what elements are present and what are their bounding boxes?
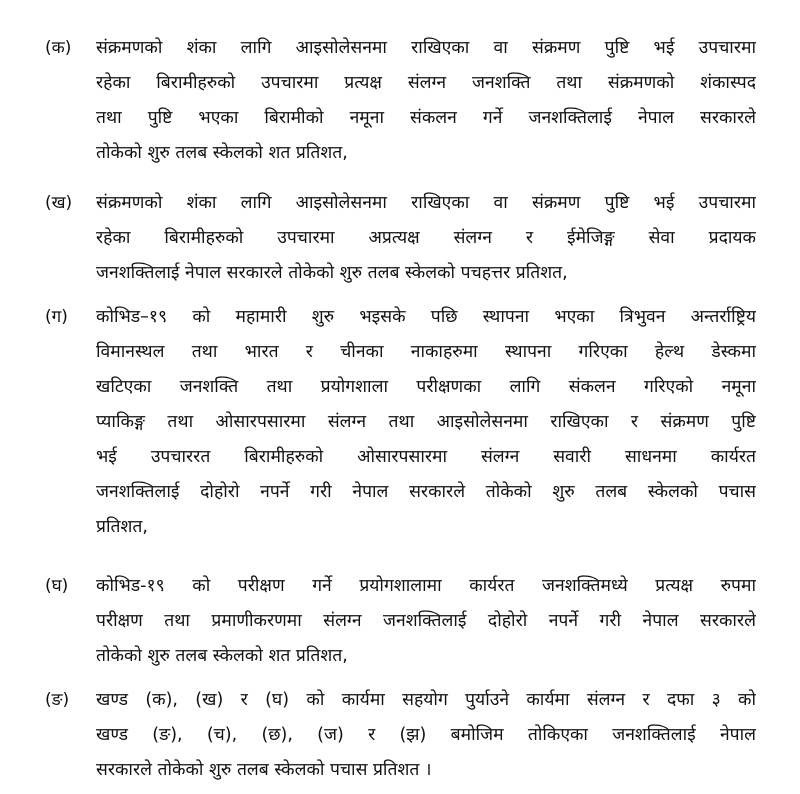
text-line: खण्ड (ङ), (च), (छ), (ज) र (झ) बमोजिम तोकिएका जनशक्तिलाई नेपाल — [96, 725, 756, 745]
text-line: तथा पुष्टि भएका बिरामीको नमूना संकलन गर्ने जनशक्तिलाई नेपाल सरकारले — [96, 108, 756, 128]
text-line: रहेका बिरामीहरुको उपचारमा अप्रत्यक्ष संलग्न र ईमेजिङ्ग सेवा प्रदायक — [96, 228, 756, 248]
text-line: खटिएका जनशक्ति तथा प्रयोगशाला परीक्षणका लागि संकलन गरिएको नमूना — [96, 377, 756, 397]
text-line: रहेका बिरामीहरुको उपचारमा प्रत्यक्ष संलग्न जनशक्ति तथा संक्रमणको शंकास्पद — [96, 73, 756, 93]
text-line: सरकारले तोकेको शुरु तलब स्केलको पचास प्रतिशत । — [96, 760, 432, 780]
text-line: प्रतिशत, — [96, 517, 148, 537]
clause-marker: (क) — [45, 38, 72, 58]
clause-marker: (ख) — [45, 193, 73, 213]
text-line: कोभिड–१९ को महामारी शुरु भइसके पछि स्थापना भएका त्रिभुवन अन्तर्राष्ट्रिय — [96, 307, 756, 327]
text-line: तोकेको शुरु तलब स्केलको शत प्रतिशत, — [96, 646, 348, 666]
text-line: परीक्षण तथा प्रमाणीकरणमा संलग्न जनशक्तिलाई दोहोरो नपर्ने गरी नेपाल सरकारले — [96, 611, 756, 631]
clause-marker: (ङ) — [45, 690, 70, 710]
text-line: खण्ड (क), (ख) र (घ) को कार्यमा सहयोग पुर्याउने कार्यमा संलग्न र दफा ३ को — [96, 690, 756, 710]
clause-marker: (घ) — [45, 576, 69, 596]
text-line: जनशक्तिलाई नेपाल सरकारले तोकेको शुरु तलब स्केलको पचहत्तर प्रतिशत, — [96, 263, 568, 283]
text-line: प्याकिङ्ग तथा ओसारपसारमा संलग्न तथा आइसोलेसनमा राखिएका र संक्रमण पुष्टि — [96, 412, 756, 432]
text-line: विमानस्थल तथा भारत र चीनका नाकाहरुमा स्थापना गरिएका हेल्थ डेस्कमा — [96, 342, 756, 362]
clause-marker: (ग) — [45, 307, 68, 327]
text-line: तोकेको शुरु तलब स्केलको शत प्रतिशत, — [96, 143, 348, 163]
text-line: संक्रमणको शंका लागि आइसोलेसनमा राखिएका वा संक्रमण पुष्टि भई उपचारमा — [96, 38, 756, 58]
text-line: संक्रमणको शंका लागि आइसोलेसनमा राखिएका वा संक्रमण पुष्टि भई उपचारमा — [96, 193, 756, 213]
text-line: जनशक्तिलाई दोहोरो नपर्ने गरी नेपाल सरकारले तोकेको शुरु तलब स्केलको पचास — [96, 482, 756, 502]
text-line: भई उपचाररत बिरामीहरुको ओसारपसारमा संलग्न सवारी साधनमा कार्यरत — [96, 447, 756, 467]
text-line: कोभिड-१९ को परीक्षण गर्ने प्रयोगशालामा कार्यरत जनशक्तिमध्ये प्रत्यक्ष रुपमा — [96, 576, 756, 596]
